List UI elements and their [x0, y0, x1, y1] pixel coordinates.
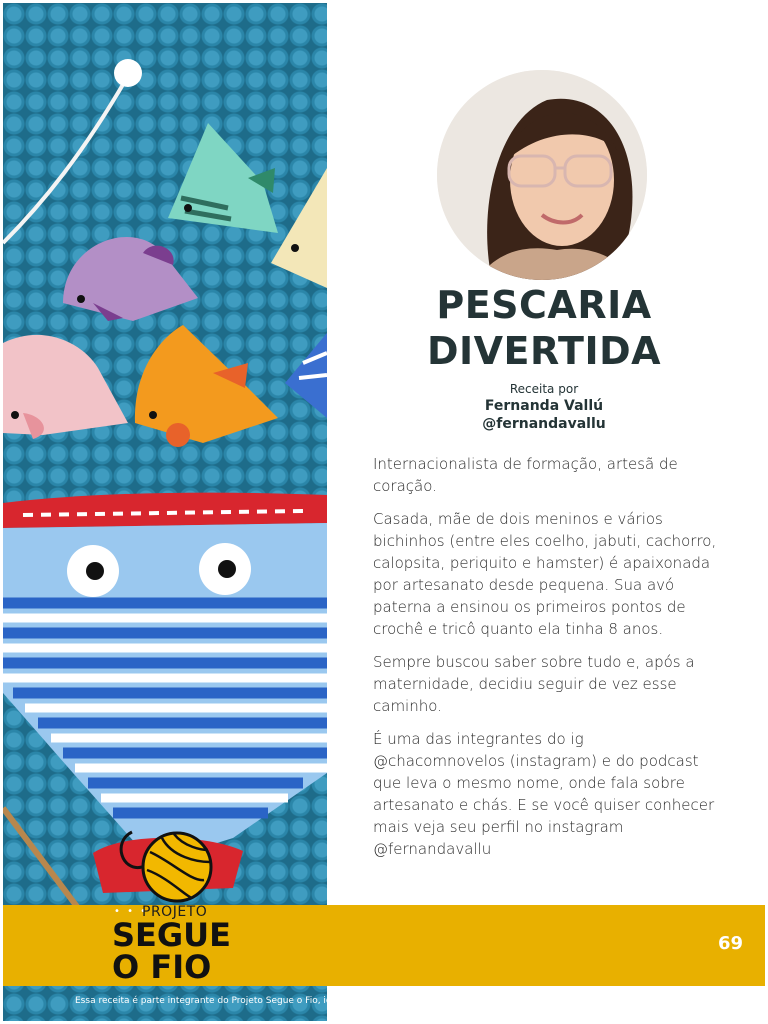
fish-purple	[63, 237, 198, 321]
fish-orange	[135, 325, 278, 447]
bio-paragraph: Internacionalista de formação, artesã de coração.	[373, 455, 678, 495]
bio-paragraph: É uma das integrantes do ig @chacomnovelos (instagram) e do podcast que leva o mesmo nome, onde fala sobre artesanato e chás. E se você quiser conhecer mais veja seu perfil no instagram @fernandavallu	[373, 730, 715, 858]
page-number: 69	[717, 933, 743, 954]
page-title	[370, 282, 718, 374]
line-tip-ball	[114, 59, 142, 87]
fish-mint	[168, 123, 278, 233]
logo-line-2: O FIO	[112, 948, 212, 986]
author-name: Fernanda Vallú	[484, 398, 604, 414]
yarn-ball-icon	[112, 822, 222, 907]
author-portrait	[437, 70, 647, 280]
wooden-rod	[3, 808, 78, 908]
fish-pink	[3, 335, 128, 439]
title-line-2: DIVERTIDA	[426, 329, 662, 373]
logo-project-label: PROJETO	[142, 904, 208, 920]
author-bio	[373, 453, 718, 871]
title-line-1: PESCARIA	[436, 283, 652, 327]
recipe-credit	[370, 382, 718, 433]
fishing-line	[3, 81, 125, 243]
logo-dots: • • •	[114, 906, 149, 917]
fish-yellow	[271, 168, 327, 288]
fish-blue-striped	[285, 333, 327, 418]
footer-note: Essa receita é parte integrante do Projeto Segue o Fio, idealizado e organizado por Fernanda Frias @fio_feitoamao ®	[75, 996, 602, 1006]
segue-o-fio-logo	[112, 822, 332, 992]
bio-paragraph: Sempre buscou saber sobre tudo e, após a maternidade, decidiu seguir de vez esse caminho.	[373, 653, 695, 715]
author-handle: @fernandavallu	[482, 416, 606, 432]
logo-line-1: SEGUE	[112, 916, 232, 954]
author-portrait-illustration	[437, 70, 647, 280]
credit-prefix: Receita por	[509, 382, 579, 396]
bio-paragraph: Casada, mãe de dois meninos e vários bichinhos (entre eles coelho, jabuti, cachorro, calopsita, periquito e hamster) é apaixonada por artesanato desde pequena. Sua avó paterna a ensinou os primeiros pontos de crochê e tricô quanto ela tinha 8 anos.	[373, 510, 717, 638]
